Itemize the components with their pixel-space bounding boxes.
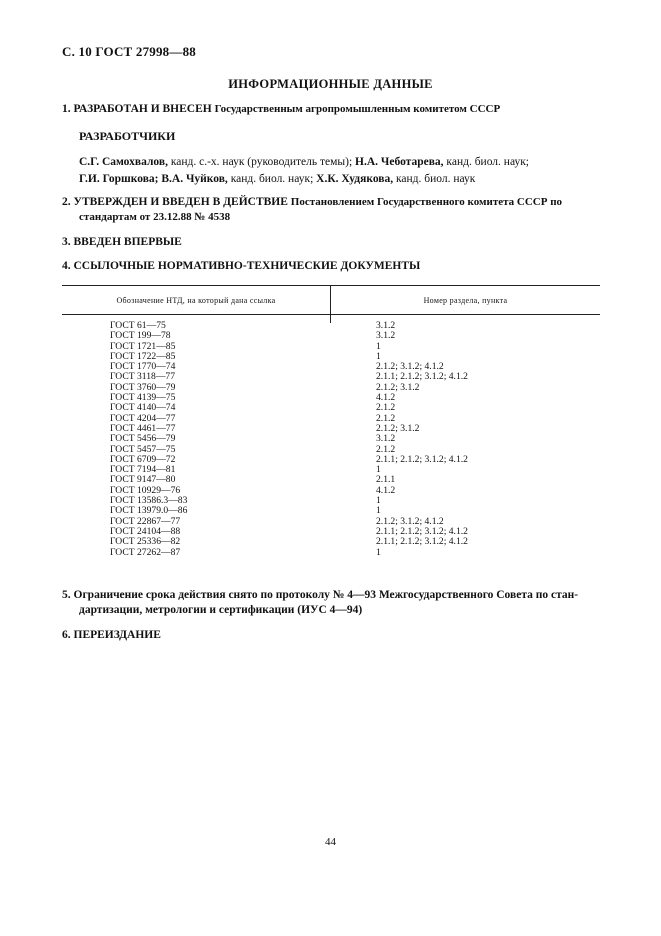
author-name: В.А. Чуйков, — [161, 173, 228, 185]
table-cell-section: 2.1.2; 3.1.2 — [376, 381, 420, 393]
table-cell-section: 2.1.2 — [376, 412, 396, 424]
author-info: канд. с.-х. наук (руководитель темы); — [167, 156, 356, 168]
table-cell-document: ГОСТ 5456—79 — [110, 433, 176, 445]
author-info: канд. биол. наук — [393, 173, 476, 185]
table-cell-section: 2.1.1; 2.1.2; 3.1.2; 4.1.2 — [376, 536, 468, 548]
table-cell-document: ГОСТ 1722—85 — [110, 350, 176, 362]
item-1 — [62, 102, 500, 117]
table-cell-section: 2.1.2; 3.1.2; 4.1.2 — [376, 515, 444, 527]
table-cell-section: 3.1.2 — [376, 433, 396, 445]
table-cell-section: 3.1.2 — [376, 320, 396, 331]
author-name: Г.И. Горшкова; — [79, 173, 159, 185]
item-5-line1: 5. Ограничение срока действия снято по протоколу № 4—93 Межгосударственного Совета по стан- — [62, 589, 579, 601]
item-5-line2: дартизации, метрологии и сертификации (ИУС 4—94) — [79, 604, 363, 616]
table-cell-document: ГОСТ 7194—81 — [110, 464, 176, 476]
table-cell-document: ГОСТ 22867—77 — [110, 515, 181, 527]
item-2 — [62, 195, 602, 225]
authors-list — [79, 154, 601, 188]
table-cell-section: 1 — [376, 350, 381, 362]
item-6-text: ПЕРЕИЗДАНИЕ — [73, 629, 161, 641]
table-cell-section: 1 — [376, 546, 381, 558]
page-title: ИНФОРМАЦИОННЫЕ ДАННЫЕ — [228, 77, 433, 91]
item-3-text: ВВЕДЕН ВПЕРВЫЕ — [73, 236, 182, 248]
table-cell-document: ГОСТ 13586.3—83 — [110, 495, 188, 507]
item-2-rest: Постановлением Государственного комитета СССР по — [290, 196, 563, 208]
item-4 — [62, 259, 420, 274]
references-table — [62, 285, 600, 577]
table-cell-document: ГОСТ 61—75 — [110, 320, 166, 331]
table-cell-section: 2.1.2; 3.1.2; 4.1.2 — [376, 361, 444, 373]
item-4-text: ССЫЛОЧНЫЕ НОРМАТИВНО-ТЕХНИЧЕСКИЕ ДОКУМЕНТЫ — [73, 260, 421, 272]
table-cell-section: 2.1.1; 2.1.2; 3.1.2; 4.1.2 — [376, 371, 468, 383]
table-cell-document: ГОСТ 3118—77 — [110, 371, 176, 383]
item-1-lead: РАЗРАБОТАН И ВНЕСЕН — [73, 103, 212, 115]
item-4-number: 4. — [62, 260, 71, 272]
column-header-section: Номер раздела, пункта — [423, 295, 508, 305]
item-1-number: 1. — [62, 103, 71, 115]
table-cell-section: 1 — [376, 464, 381, 476]
table-header — [62, 286, 600, 315]
table-cell-document: ГОСТ 3760—79 — [110, 381, 176, 393]
author-info: канд. биол. наук; — [443, 156, 529, 168]
table-cell-section: 2.1.1 — [376, 474, 396, 486]
table-body — [62, 315, 600, 577]
table-cell-document: ГОСТ 10929—76 — [110, 484, 181, 496]
table-cell-section: 2.1.1; 2.1.2; 3.1.2; 4.1.2 — [376, 453, 468, 465]
table-cell-document: ГОСТ 24104—88 — [110, 525, 181, 537]
table-cell-section: 3.1.2 — [376, 330, 396, 342]
document-column — [62, 315, 330, 577]
table-cell-section: 1 — [376, 340, 381, 352]
table-cell-document: ГОСТ 27262—87 — [110, 546, 181, 558]
section-column — [330, 315, 600, 577]
column-header-document: Обозначение НТД, на который дана ссылка — [62, 286, 331, 314]
table-cell-document: ГОСТ 25336—82 — [110, 536, 181, 548]
item-1-rest: Государственным агропромышленным комитетом СССР — [214, 103, 501, 115]
item-3-number: 3. — [62, 236, 71, 248]
author-name: Н.А. Чеботарева, — [355, 156, 444, 168]
table-cell-document: ГОСТ 5457—75 — [110, 443, 176, 455]
table-cell-section: 2.1.2 — [376, 443, 396, 455]
table-cell-document: ГОСТ 6709—72 — [110, 453, 176, 465]
table-cell-document: ГОСТ 1721—85 — [110, 340, 176, 352]
item-6 — [62, 628, 161, 643]
author-name: Х.К. Худякова, — [316, 173, 394, 185]
table-cell-section: 2.1.2 — [376, 402, 396, 414]
item-2-lead: УТВЕРЖДЕН И ВВЕДЕН В ДЕЙСТВИЕ — [73, 196, 288, 208]
table-cell-document: ГОСТ 1770—74 — [110, 361, 176, 373]
table-cell-section: 2.1.1; 2.1.2; 3.1.2; 4.1.2 — [376, 525, 468, 537]
table-cell-document: ГОСТ 9147—80 — [110, 474, 176, 486]
item-6-number: 6. — [62, 629, 71, 641]
table-cell-document: ГОСТ 4139—75 — [110, 392, 176, 404]
table-cell-section: 4.1.2 — [376, 484, 396, 496]
table-cell-document: ГОСТ 4204—77 — [110, 412, 176, 424]
table-cell-document: ГОСТ 4140—74 — [110, 402, 176, 414]
table-cell-document: ГОСТ 4461—77 — [110, 422, 176, 434]
item-2-number: 2. — [62, 196, 71, 208]
table-cell-section: 2.1.2; 3.1.2 — [376, 422, 420, 434]
developers-heading: РАЗРАБОТЧИКИ — [79, 129, 176, 143]
item-2-line2: стандартам от 23.12.88 № 4538 — [79, 211, 231, 223]
page-number: 44 — [325, 836, 336, 848]
page-header: С. 10 ГОСТ 27998—88 — [62, 44, 196, 59]
item-5 — [62, 588, 602, 618]
table-cell-section: 1 — [376, 495, 381, 507]
table-cell-document: ГОСТ 199—78 — [110, 330, 171, 342]
table-cell-section: 4.1.2 — [376, 392, 396, 404]
table-cell-section: 1 — [376, 505, 381, 517]
item-3 — [62, 235, 182, 250]
author-name: С.Г. Самохвалов, — [79, 156, 168, 168]
table-cell-document: ГОСТ 13979.0—86 — [110, 505, 188, 517]
author-info: канд. биол. наук; — [227, 173, 317, 185]
